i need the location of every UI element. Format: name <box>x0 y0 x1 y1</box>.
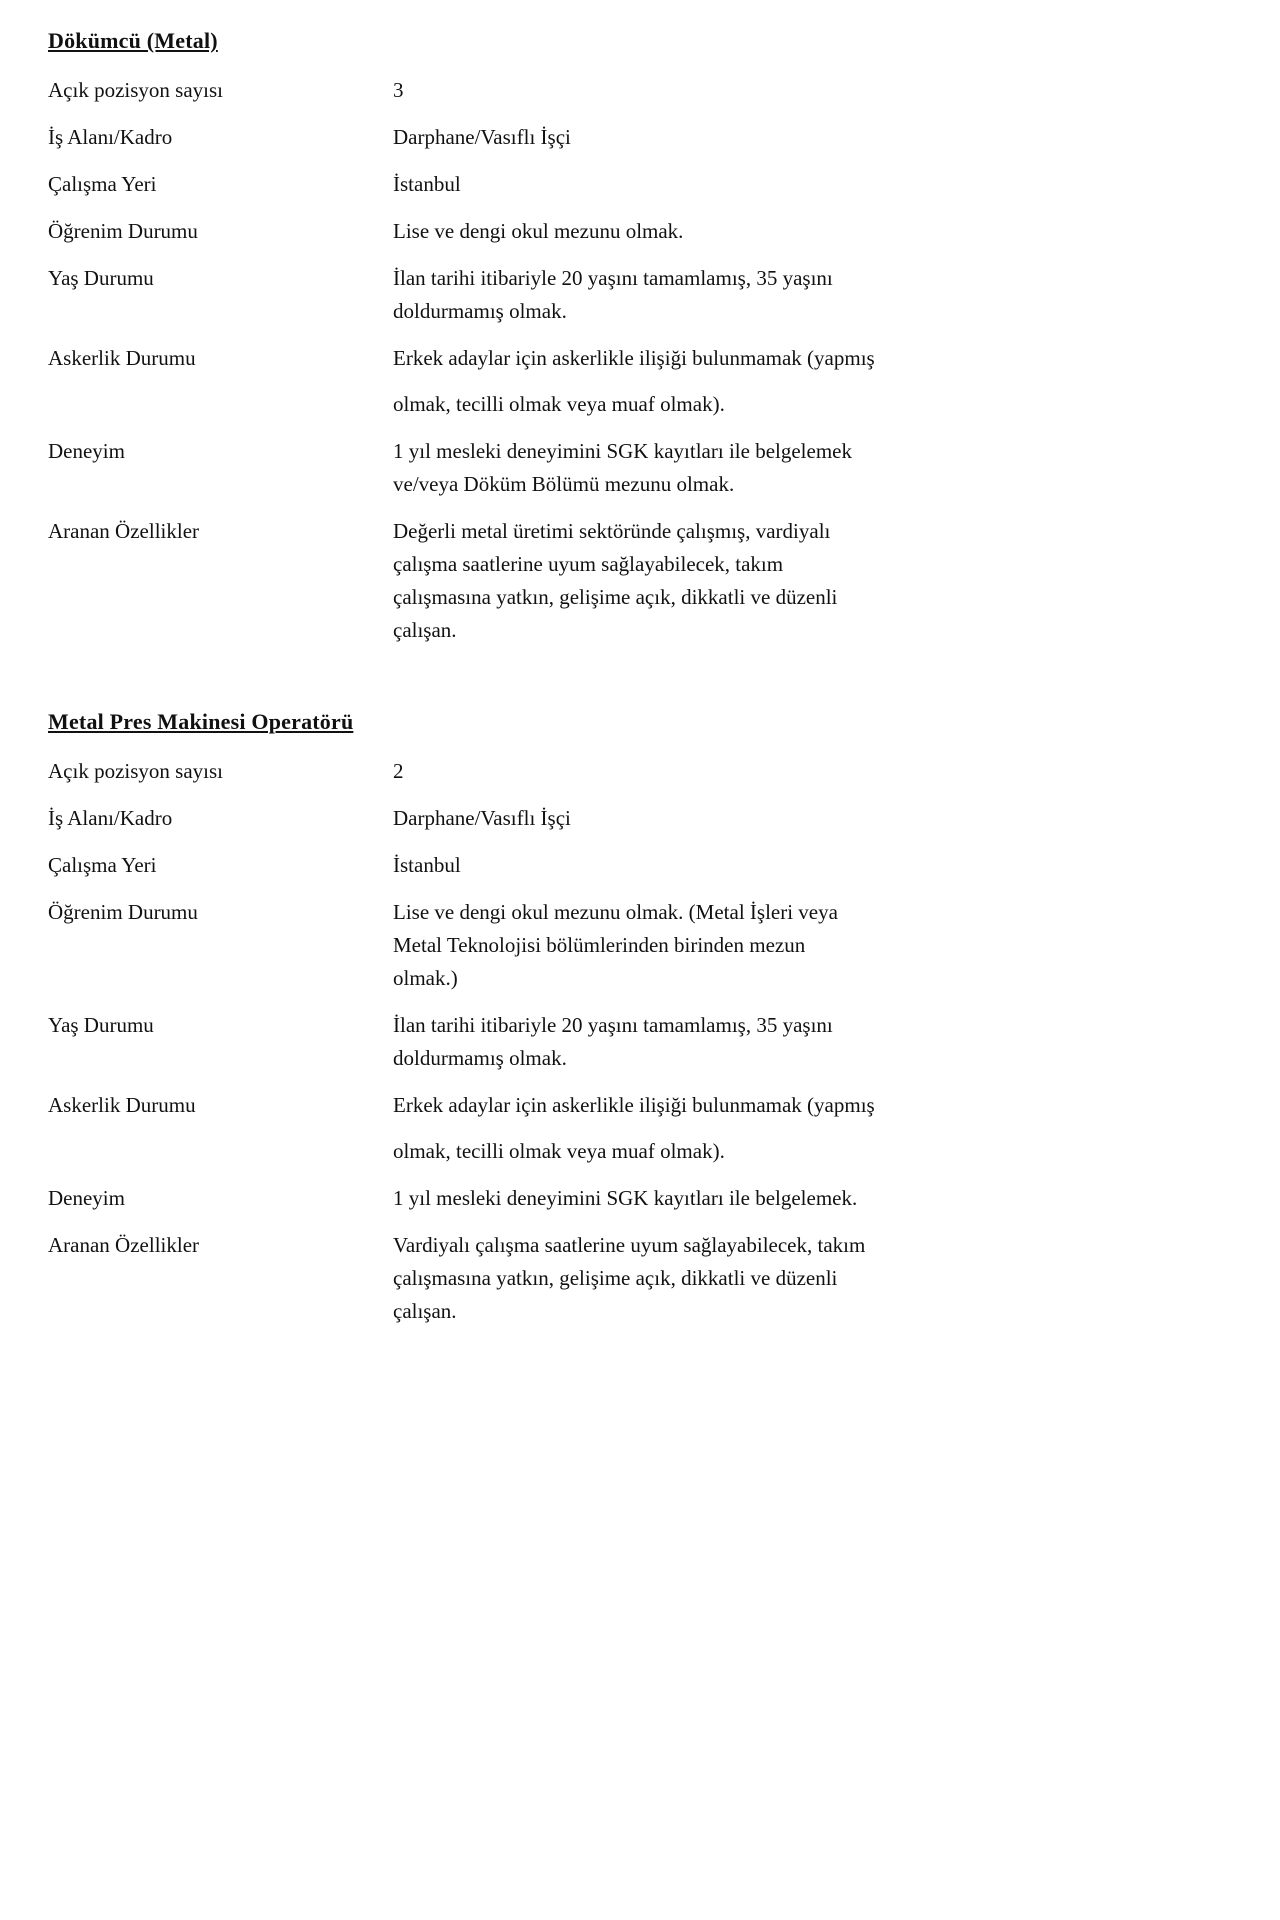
field-value-line: Darphane/Vasıflı İşçi <box>393 806 571 830</box>
field-value <box>393 849 1013 882</box>
field-value <box>393 435 1013 501</box>
job-title: Dökümcü (Metal) <box>48 28 218 53</box>
field-row-is-alani <box>48 802 1220 835</box>
field-value-line: olmak.) <box>393 966 458 990</box>
field-label: Yaş Durumu <box>48 1013 154 1037</box>
field-label: Aranan Özellikler <box>48 1233 200 1257</box>
field-label: Açık pozisyon sayısı <box>48 78 223 102</box>
field-value-line: çalışan. <box>393 618 457 642</box>
field-value <box>393 1229 1013 1328</box>
field-value-line: Değerli metal üretimi sektöründe çalışmış, vardiyalı <box>393 519 831 543</box>
field-label: Çalışma Yeri <box>48 853 157 877</box>
field-value <box>393 262 1013 328</box>
field-label: İş Alanı/Kadro <box>48 125 173 149</box>
field-value-line: 3 <box>393 78 404 102</box>
field-value-line: İstanbul <box>393 853 461 877</box>
job-title: Metal Pres Makinesi Operatörü <box>48 709 354 734</box>
field-row-askerlik-durumu <box>48 342 1220 421</box>
field-value <box>393 1182 1013 1215</box>
field-value-line: 1 yıl mesleki deneyimini SGK kayıtları ile belgelemek. <box>393 1186 858 1210</box>
field-row-deneyim <box>48 435 1220 501</box>
field-value-line: çalışan. <box>393 1299 457 1323</box>
field-row-calisma-yeri <box>48 168 1220 201</box>
field-row-askerlik-durumu <box>48 1089 1220 1168</box>
field-value-line: Metal Teknolojisi bölümlerinden birinden mezun <box>393 933 806 957</box>
field-value-line: Lise ve dengi okul mezunu olmak. (Metal İşleri veya <box>393 900 838 924</box>
field-value <box>393 755 1013 788</box>
field-value <box>393 342 1013 421</box>
field-label: Öğrenim Durumu <box>48 219 198 243</box>
field-label: Askerlik Durumu <box>48 346 196 370</box>
field-value <box>393 121 1013 154</box>
field-label: Aranan Özellikler <box>48 519 200 543</box>
field-value-line: Darphane/Vasıflı İşçi <box>393 125 571 149</box>
field-value <box>393 215 1013 248</box>
field-value-line: çalışmasına yatkın, gelişime açık, dikkatli ve düzenli <box>393 1266 838 1290</box>
field-value <box>393 1089 1013 1168</box>
field-value <box>393 896 1013 995</box>
field-label: Deneyim <box>48 439 125 463</box>
field-label: Yaş Durumu <box>48 266 154 290</box>
field-row-ogrenim-durumu <box>48 896 1220 995</box>
field-value <box>393 802 1013 835</box>
field-label: Çalışma Yeri <box>48 172 157 196</box>
field-label: Öğrenim Durumu <box>48 900 198 924</box>
field-value-line: çalışma saatlerine uyum sağlayabilecek, takım <box>393 552 784 576</box>
field-value-line: doldurmamış olmak. <box>393 299 567 323</box>
field-value-line: İstanbul <box>393 172 461 196</box>
field-value <box>393 168 1013 201</box>
field-value-line: olmak, tecilli olmak veya muaf olmak). <box>393 1139 725 1163</box>
field-value-line: olmak, tecilli olmak veya muaf olmak). <box>393 392 725 416</box>
field-value-line: İlan tarihi itibariyle 20 yaşını tamamlamış, 35 yaşını <box>393 266 833 290</box>
field-value-line: İlan tarihi itibariyle 20 yaşını tamamlamış, 35 yaşını <box>393 1013 833 1037</box>
field-row-yas-durumu <box>48 262 1220 328</box>
field-value-line: çalışmasına yatkın, gelişime açık, dikkatli ve düzenli <box>393 585 838 609</box>
field-label: Askerlik Durumu <box>48 1093 196 1117</box>
field-value-line: Lise ve dengi okul mezunu olmak. <box>393 219 684 243</box>
field-value <box>393 74 1013 107</box>
field-row-deneyim <box>48 1182 1220 1215</box>
field-label: Açık pozisyon sayısı <box>48 759 223 783</box>
field-row-yas-durumu <box>48 1009 1220 1075</box>
field-value-line: doldurmamış olmak. <box>393 1046 567 1070</box>
field-label: Deneyim <box>48 1186 125 1210</box>
field-value-line: 2 <box>393 759 404 783</box>
field-row-acik-pozisyon <box>48 755 1220 788</box>
field-row-is-alani <box>48 121 1220 154</box>
field-row-ogrenim-durumu <box>48 215 1220 248</box>
field-value <box>393 515 1013 647</box>
field-row-calisma-yeri <box>48 849 1220 882</box>
field-value-line: ve/veya Döküm Bölümü mezunu olmak. <box>393 472 735 496</box>
field-row-aranan-ozellikler <box>48 515 1220 647</box>
field-label: İş Alanı/Kadro <box>48 806 173 830</box>
job-section-metal-pres-operatoru <box>48 709 1220 1328</box>
field-value-line: 1 yıl mesleki deneyimini SGK kayıtları ile belgelemek <box>393 439 852 463</box>
field-value-line: Erkek adaylar için askerlikle ilişiği bulunmamak (yapmış <box>393 1093 875 1117</box>
job-section-dokumcu-metal <box>48 28 1220 647</box>
field-row-acik-pozisyon <box>48 74 1220 107</box>
field-row-aranan-ozellikler <box>48 1229 1220 1328</box>
field-value-line: Vardiyalı çalışma saatlerine uyum sağlayabilecek, takım <box>393 1233 866 1257</box>
field-value <box>393 1009 1013 1075</box>
field-value-line: Erkek adaylar için askerlikle ilişiği bulunmamak (yapmış <box>393 346 875 370</box>
